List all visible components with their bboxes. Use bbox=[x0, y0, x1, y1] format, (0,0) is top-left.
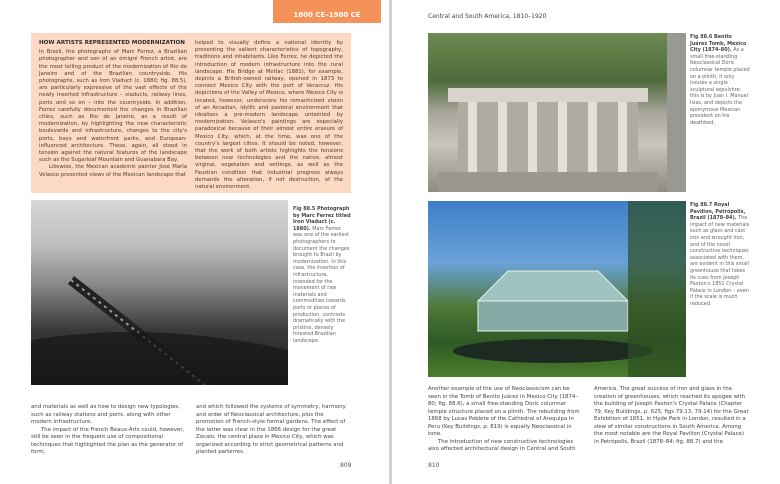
sidebar-box bbox=[31, 33, 351, 193]
body-text bbox=[31, 404, 351, 457]
greenhouse-illustration bbox=[428, 201, 686, 377]
caption-text: As a small free-standing Neoclassical Doric columnar temple placed on a plinth, it only houses a single sculptural sepulchre: this is by Juan I. Manuel Islas, and depicts the eponymous Mexican president on his deathbed. bbox=[690, 47, 750, 126]
box-paragraph: Likewise, the Mexican academic painter José María Velasco presented views of the Mexican landscape that bbox=[39, 164, 187, 178]
fig-88-6-caption bbox=[690, 34, 750, 126]
body-paragraph: and materials as well as how to design new typologies, such as railway stations and ports, along with other modern infrastructure. bbox=[31, 404, 180, 425]
caption-title: Fig 88.5 Photograph by Marc Ferrez titled Iron Viaduct (c. 1880). bbox=[293, 206, 351, 232]
juarez-tomb-photo bbox=[428, 33, 686, 192]
tomb-illustration bbox=[428, 33, 686, 192]
caption-text: The impact of new materials such as glass and cast iron and wrought iron, and of the novel constructive techniques associated with them, are evident in this small greenhouse that takes its cues from Joseph Paxton's 1851 Crystal Palace in London – even if the scale is much reduced. bbox=[690, 215, 750, 307]
left-page bbox=[0, 0, 389, 484]
page-number: 810 bbox=[428, 462, 440, 469]
body-text bbox=[428, 386, 750, 454]
caption-text: Marc Ferrez was one of the earliest photographers to document the changes brought to Brazil by modernization. In this case, the insertion of infrastructure, intended for the movement of raw materials and commodities towards ports or places of production, contrasts dramatically with the pristine, densely forested Brazilian landscape. bbox=[293, 225, 350, 344]
body-paragraph: and which followed the systems of symmetry, harmony and order of Neoclassical architecture, plus the promotion of French-style formal gardens. The effect of the latter was clear in the 1866 design for the great Zócalo, the central plaza in Mexico City, which was organized according to strict geometrical patterns and planted parterres. bbox=[196, 404, 346, 455]
caption-title: Fig 88.7 Royal Pavilion, Petrópolis, Brazil (1878–84). bbox=[690, 202, 746, 222]
body-paragraph: Another example of the use of Neoclassicism can be seen in the Tomb of Benito Juárez in Mexico City (1874–80; fig. 88.6), a small free-standing Doric columnar temple structure placed on a plinth. The rebuilding from 1868 by Lucas Poblete of the Cathedral of Arequipa in Peru (Key Buildings, p. 819) is equally Neoclassical in tone. bbox=[428, 386, 580, 437]
body-paragraph: The introduction of new constructive technologies also affected architectural design in Central and South bbox=[428, 438, 576, 452]
body-paragraph: America. The great success of iron and glass in the creation of greenhouses, which reached its apogee with the building of Joseph Paxton's Crystal Palace (Chapter 79, Key Buildings, p. 625, figs 79.13, 79.14) for the Great Exhibition of 1851, in Hyde Park in London, resulted in a slew of similar constructions in South America. Among the most notable are the Royal Pavilion (Crystal Palace) in Petrópolis, Brazil (1878–84; fig. 88.7) and the bbox=[594, 386, 749, 445]
caption-title: Fig 88.6 Benito Juárez Tomb, Mexico City (1874–80). bbox=[690, 34, 747, 54]
fig-88-7-caption bbox=[690, 202, 750, 308]
fig-88-5-caption bbox=[293, 206, 351, 344]
box-paragraph: In Brazil, the photographs of Marc Ferrez, a Brazilian photographer and son of an émigré French artist, are the most telling product of the modernization of Rio de Janeiro and of the Brazilian countryside. His photographs, such as Iron Viaduct (c. 1880; fig. 88.5), are particularly expressive of the vast effects of the newly inserted infrastructure – viaducts, railway lines, ports and so on – into the countryside. In addition, Ferrez carefully documented the changes in Brazilian cities, such as Rio de Janeiro, as a result of modernization, by highlighting the new characteristic boulevards and infrastructure, changes to the city's ports, bays and waterfront parks, and European-influenced architecture. These, again, all stood in tension against the natural features of the landscape such as the Sugarloaf Mountain and Guanabara Bay. bbox=[39, 49, 187, 164]
right-page bbox=[392, 0, 780, 484]
royal-pavilion-photo bbox=[428, 201, 686, 377]
period-tab: 1800 CE–1900 CE bbox=[273, 0, 381, 23]
running-head: Central and South America, 1810–1920 bbox=[428, 13, 547, 20]
box-paragraph: helped to visually define a national identity by presenting the salient characteristics of topography, traditions and inhabitants. Like Ferrez, he depicted the introduction of modern infrastructure into the rural landscape. His Bridge at Metlac (1881), for example, depicts a British-owned railway, opened in 1873 to connect Mexico City with the port of Veracruz. His depictions of the Valley of Mexico, where Mexico City is located, however, underscore his romanticized vision of an Arcadian, idyllic and pastoral environment that idealizes a pre-modern landscape untainted by modernization. Velasco's paintings are especially paradoxical because of their almost entire erasure of Mexico City, which, at the time, was one of the country's largest cities. It should be noted, however, that the work of both artists highlights the tensions between new technologies and the native, almost virginal, vegetation and settings, as well as the Faustian condition that industrial progress always demands the alteration, if not destruction, of the natural environment. bbox=[195, 40, 343, 191]
iron-viaduct-photo bbox=[31, 200, 288, 385]
box-heading: HOW ARTISTS REPRESENTED MODERNIZATION bbox=[39, 40, 185, 46]
body-paragraph: The impact of the French Beaux-Arts could, however, still be seen in the frequent use of compositional techniques that highlighted the plan as the generator of form, bbox=[31, 426, 185, 455]
viaduct-illustration bbox=[31, 200, 288, 385]
page-number: 809 bbox=[340, 462, 352, 469]
